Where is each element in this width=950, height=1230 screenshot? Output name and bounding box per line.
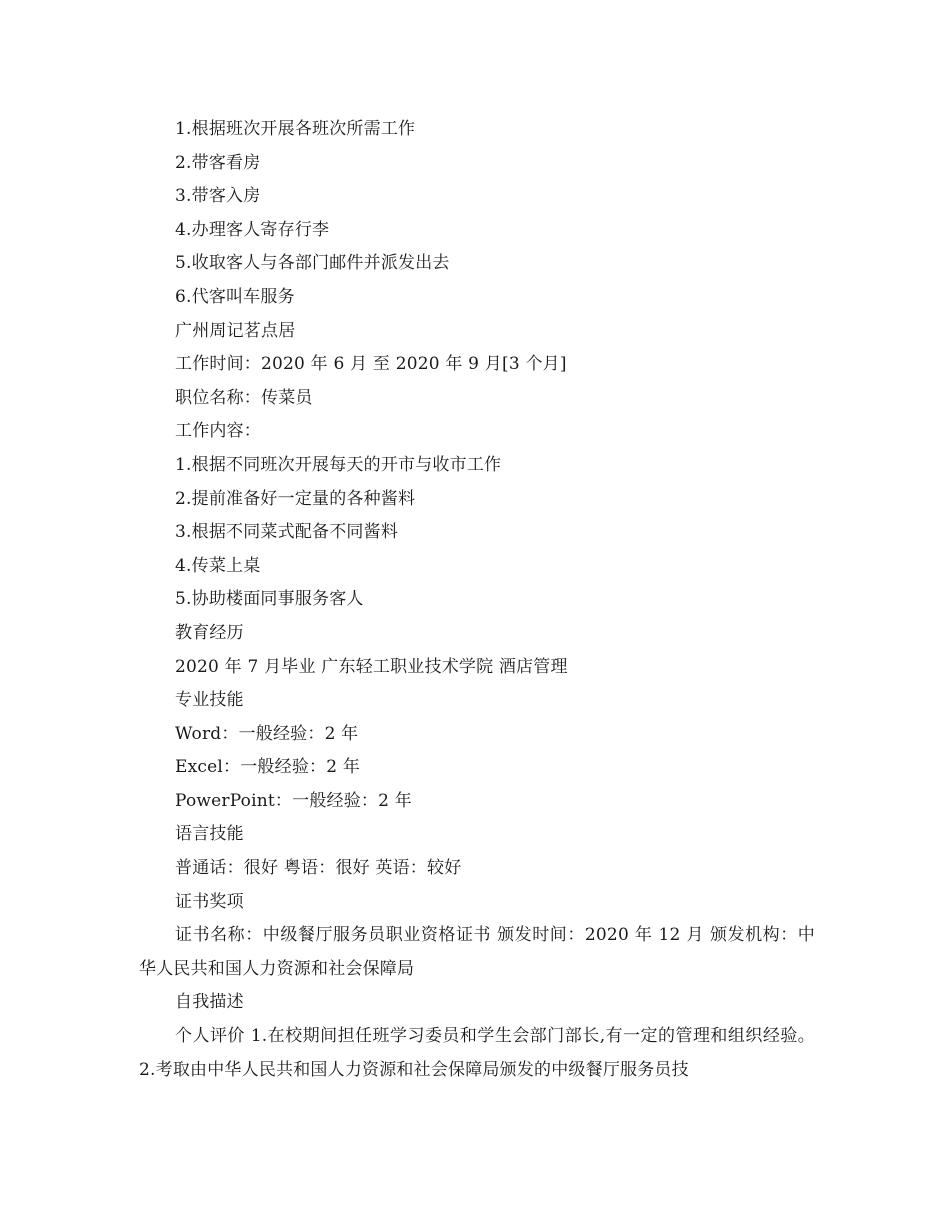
job-duty-3: 3.带客入房 — [175, 186, 261, 207]
skill-word: Word：一般经验：2 年 — [175, 723, 359, 744]
work-content-label: 工作内容： — [175, 421, 261, 442]
skills-heading: 专业技能 — [175, 690, 244, 711]
certificate-paragraph: 证书名称：中级餐厅服务员职业资格证书 颁发时间：2020 年 12 月 颁发机构：中华人民共和国人力资源和社会保障局 — [139, 925, 815, 979]
work-content-item-5: 5.协助楼面同事服务客人 — [175, 589, 364, 610]
job-duty-6: 6.代客叫车服务 — [175, 286, 295, 307]
self-description-heading: 自我描述 — [175, 992, 244, 1013]
work-content-item-2: 2.提前准备好一定量的各种酱料 — [175, 488, 416, 509]
job-duty-4: 4.办理客人寄存行李 — [175, 219, 330, 240]
skill-excel: Excel：一般经验：2 年 — [175, 757, 361, 778]
resume-content — [139, 113, 829, 1087]
work-content-item-4: 4.传菜上桌 — [175, 555, 261, 576]
job-duty-1: 1.根据班次开展各班次所需工作 — [175, 119, 416, 139]
education-entry: 2020 年 7 月毕业 广东轻工职业技术学院 酒店管理 — [175, 656, 568, 677]
job-duty-5: 5.收取客人与各部门邮件并派发出去 — [175, 253, 450, 274]
skill-powerpoint: PowerPoint：一般经验：2 年 — [175, 790, 412, 811]
job-duty-2: 2.带客看房 — [175, 152, 261, 173]
work-period: 工作时间：2020 年 6 月 至 2020 年 9 月[3 个月] — [175, 354, 567, 375]
work-content-item-3: 3.根据不同菜式配备不同酱料 — [175, 522, 399, 543]
work-content-item-1: 1.根据不同班次开展每天的开市与收市工作 — [175, 454, 502, 475]
self-evaluation-paragraph: 个人评价 1.在校期间担任班学习委员和学生会部门部长,有一定的管理和组织经验。 2.考取由中华人民共和国人力资源和社会保障局颁发的中级餐厅服务员技 — [139, 1026, 815, 1080]
position-title: 职位名称：传菜员 — [175, 387, 313, 408]
language-skills-heading: 语言技能 — [175, 824, 244, 845]
employer-name: 广州周记茗点居 — [175, 320, 296, 341]
certificates-heading: 证书奖项 — [175, 891, 244, 912]
language-skills-entry: 普通话：很好 粤语：很好 英语：较好 — [175, 858, 462, 879]
education-heading: 教育经历 — [175, 622, 244, 643]
